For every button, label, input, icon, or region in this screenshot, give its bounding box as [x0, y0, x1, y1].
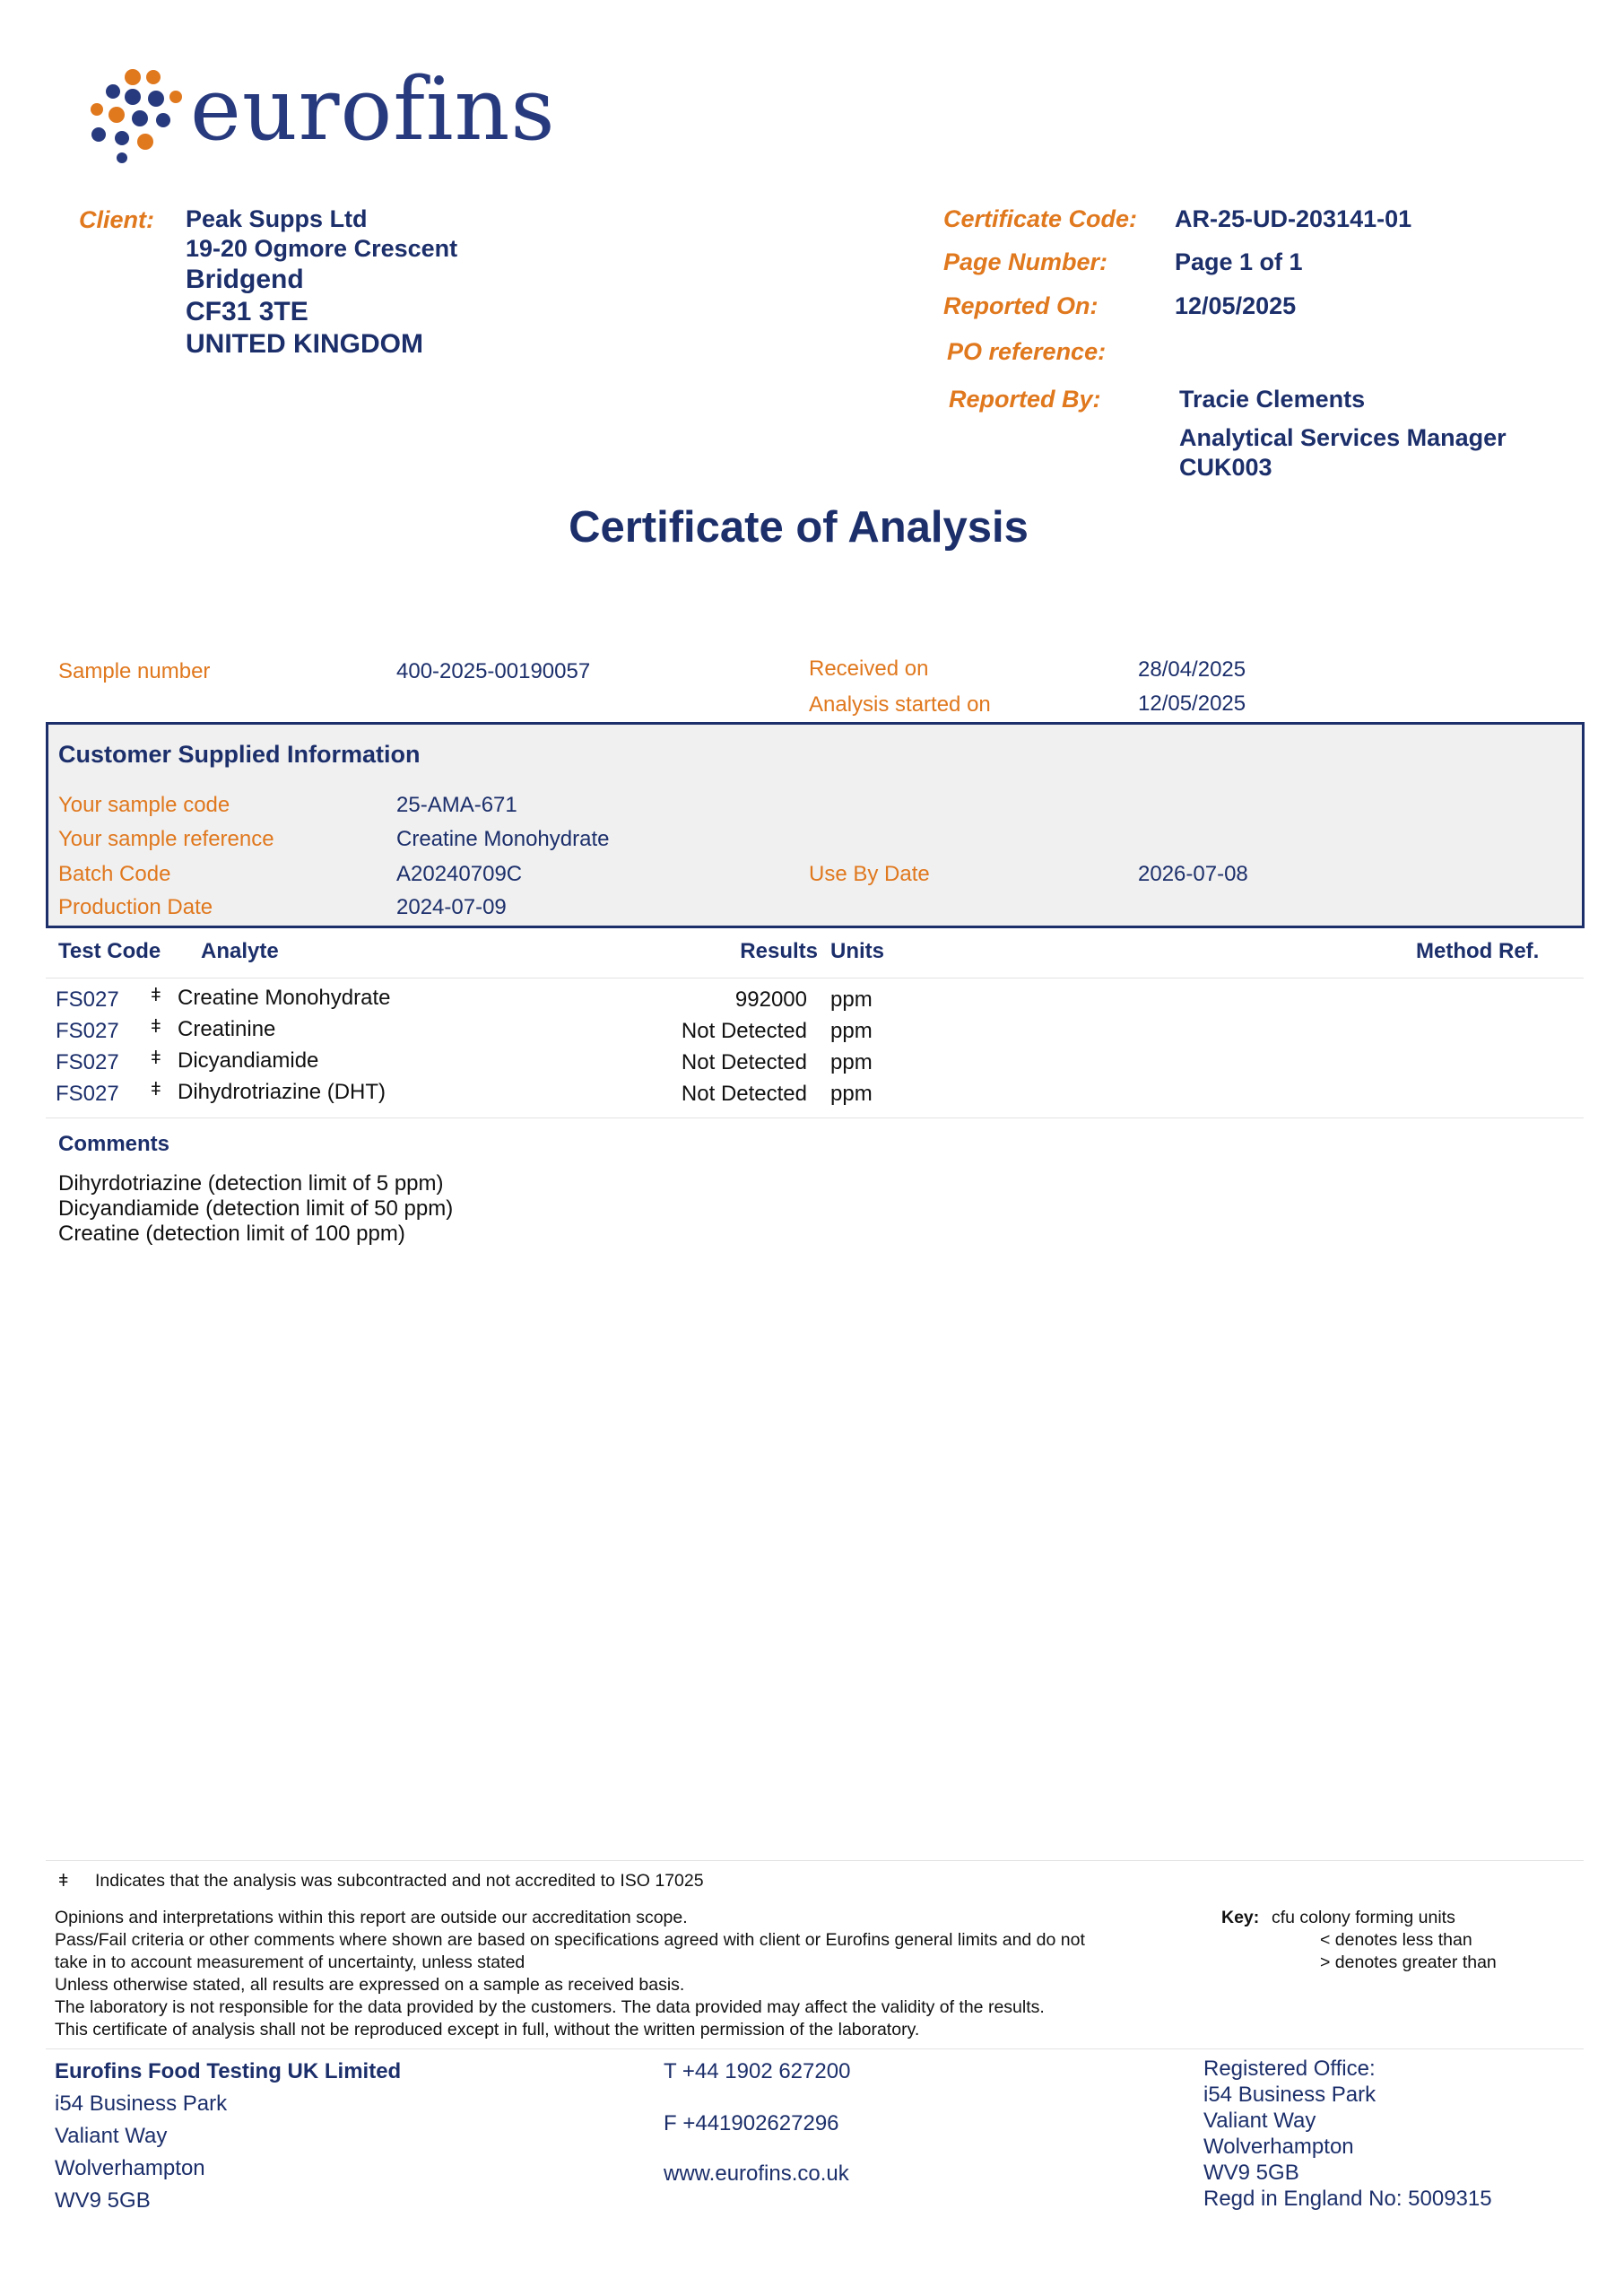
client-address-line-1: 19-20 Ogmore Crescent	[186, 235, 458, 262]
logo-wordmark: eurofins	[190, 59, 556, 160]
page-number-label: Page Number:	[943, 248, 1108, 275]
row-analyte: Creatinine	[178, 1017, 276, 1041]
header-results: Results	[740, 939, 818, 963]
footer-fax: F +441902627296	[664, 2111, 839, 2135]
row-subcontract-mark: ǂ	[151, 1080, 161, 1100]
header-test-code: Test Code	[58, 939, 161, 963]
client-address-line-2: Bridgend	[186, 265, 304, 294]
footer-phone: T +44 1902 627200	[664, 2059, 851, 2083]
row-unit: ppm	[830, 1019, 873, 1043]
production-date: 2024-07-09	[396, 895, 507, 919]
batch-code-label: Batch Code	[58, 862, 171, 886]
reported-on: 12/05/2025	[1175, 292, 1297, 319]
reported-by-label: Reported By:	[949, 386, 1101, 413]
footer-company: Eurofins Food Testing UK Limited	[55, 2059, 402, 2083]
row-unit: ppm	[830, 1050, 873, 1074]
comment-line: Dicyandiamide (detection limit of 50 ppm)	[58, 1196, 454, 1221]
row-analyte: Dicyandiamide	[178, 1048, 319, 1073]
disclaimer-line: Opinions and interpretations within this report are outside our accreditation scope.	[55, 1908, 688, 1927]
footer-address-line: WV9 5GB	[55, 2188, 151, 2213]
row-unit: ppm	[830, 987, 873, 1012]
received-on-label: Received on	[809, 657, 929, 681]
client-label: Client:	[79, 206, 154, 233]
disclaimer-line: Pass/Fail criteria or other comments where shown are based on specifications agreed with client or Eurofins general limits and do not	[55, 1930, 1085, 1950]
registered-address-line: WV9 5GB	[1203, 2161, 1299, 2185]
key-line: > denotes greater than	[1320, 1952, 1497, 1972]
comment-line: Dihyrdotriazine (detection limit of 5 ppm)	[58, 1171, 444, 1196]
registered-office-label: Registered Office:	[1203, 2057, 1376, 2081]
footnote-mark: ǂ	[58, 1871, 69, 1891]
disclaimer-line: take in to account measurement of uncertainty, unless stated	[55, 1952, 525, 1972]
client-name: Peak Supps Ltd	[186, 205, 368, 232]
reported-on-label: Reported On:	[943, 292, 1099, 319]
sample-number-label: Sample number	[58, 659, 211, 683]
production-date-label: Production Date	[58, 895, 213, 919]
registered-address-line: Wolverhampton	[1203, 2135, 1354, 2159]
use-by: 2026-07-08	[1138, 862, 1248, 886]
row-test-code: FS027	[56, 987, 119, 1012]
key-line: < denotes less than	[1320, 1930, 1472, 1950]
footer-website-link[interactable]: www.eurofins.co.uk	[664, 2161, 849, 2186]
row-test-code: FS027	[56, 1050, 119, 1074]
row-analyte: Dihydrotriazine (DHT)	[178, 1080, 386, 1104]
row-test-code: FS027	[56, 1082, 119, 1106]
header-method-ref: Method Ref.	[1416, 939, 1540, 963]
registration-number: Regd in England No: 5009315	[1203, 2187, 1492, 2211]
row-result: Not Detected	[681, 1050, 807, 1074]
row-result: Not Detected	[681, 1019, 807, 1043]
row-result: 992000	[734, 987, 807, 1012]
sample-reference-label: Your sample reference	[58, 827, 274, 851]
sample-code: 25-AMA-671	[396, 793, 517, 817]
page-title: Certificate of Analysis	[569, 503, 1029, 552]
analysis-started-label: Analysis started on	[809, 692, 991, 717]
comments-heading: Comments	[58, 1132, 170, 1156]
customer-info-heading: Customer Supplied Information	[58, 741, 421, 768]
sample-code-label: Your sample code	[58, 793, 230, 817]
sample-reference: Creatine Monohydrate	[396, 827, 610, 851]
reported-by-title: Analytical Services Manager	[1179, 424, 1507, 451]
received-on: 28/04/2025	[1138, 657, 1246, 682]
row-analyte: Creatine Monohydrate	[178, 986, 391, 1010]
eurofins-logo-icon	[86, 65, 185, 163]
footer-divider	[46, 2048, 1584, 2049]
row-subcontract-mark: ǂ	[151, 1017, 161, 1037]
registered-address-line: Valiant Way	[1203, 2109, 1316, 2133]
certificate-code-label: Certificate Code:	[943, 205, 1138, 232]
page-number: Page 1 of 1	[1175, 248, 1303, 275]
client-address-line-3: CF31 3TE	[186, 297, 308, 326]
disclaimer-line: This certificate of analysis shall not be reproduced except in full, without the written permission of the laboratory.	[55, 2020, 920, 2039]
disclaimer-line: Unless otherwise stated, all results are expressed on a sample as received basis.	[55, 1975, 685, 1995]
batch-code: A20240709C	[396, 862, 523, 886]
footer-address-line: Valiant Way	[55, 2124, 168, 2148]
key-label: Key:	[1221, 1908, 1260, 1927]
footer-address-line: i54 Business Park	[55, 2092, 228, 2116]
row-result: Not Detected	[681, 1082, 807, 1106]
po-reference-label: PO reference:	[947, 338, 1107, 365]
disclaimer-line: The laboratory is not responsible for the data provided by the customers. The data provided may affect the validity of the results.	[55, 1997, 1045, 2017]
footer-address-line: Wolverhampton	[55, 2156, 205, 2180]
comment-line: Creatine (detection limit of 100 ppm)	[58, 1222, 405, 1246]
footnote-text: Indicates that the analysis was subcontracted and not accredited to ISO 17025	[95, 1871, 704, 1891]
certificate-code: AR-25-UD-203141-01	[1175, 205, 1412, 232]
client-address-line-4: UNITED KINGDOM	[186, 329, 423, 359]
row-test-code: FS027	[56, 1019, 119, 1043]
eurofins-logo	[86, 59, 556, 163]
registered-address-line: i54 Business Park	[1203, 2083, 1376, 2107]
key-line: cfu colony forming units	[1272, 1908, 1455, 1927]
header-analyte: Analyte	[201, 939, 279, 963]
row-subcontract-mark: ǂ	[151, 1048, 161, 1068]
use-by-label: Use By Date	[809, 862, 930, 886]
sample-number: 400-2025-00190057	[396, 659, 591, 683]
reported-by-name: Tracie Clements	[1179, 386, 1366, 413]
footnote-divider	[46, 1860, 1584, 1861]
row-unit: ppm	[830, 1082, 873, 1106]
row-subcontract-mark: ǂ	[151, 986, 161, 1005]
header-units: Units	[830, 939, 884, 963]
analysis-started: 12/05/2025	[1138, 691, 1246, 716]
reported-by-code: CUK003	[1179, 454, 1272, 481]
